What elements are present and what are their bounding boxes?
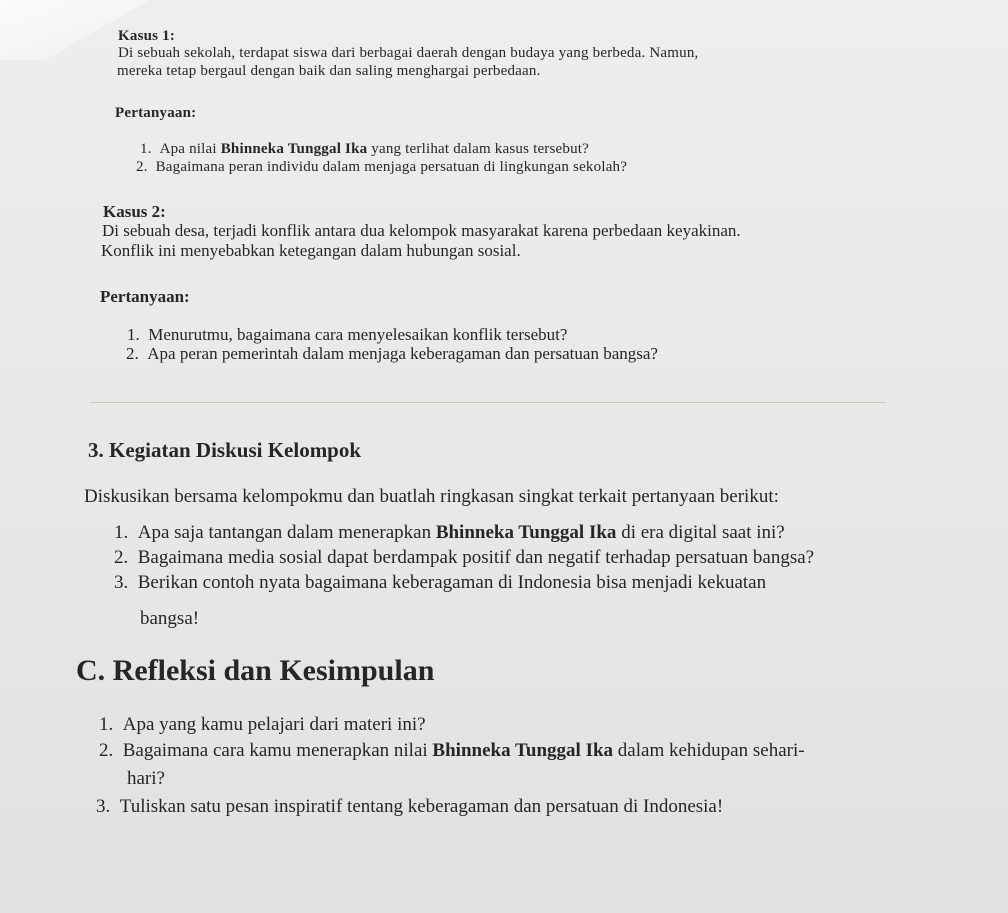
- kasus1-title: Kasus 1:: [118, 28, 176, 44]
- diskusi-question-3: [114, 572, 766, 594]
- question-number: 2.: [136, 159, 148, 175]
- question-text: Bagaimana peran individu dalam menjaga persatuan di lingkungan sekolah?: [155, 159, 628, 175]
- question-text: Bagaimana cara kamu menerapkan nilai: [122, 740, 433, 761]
- diskusi-intro: Diskusikan bersama kelompokmu dan buatlah ringkasan singkat terkait pertanyaan berikut:: [84, 486, 779, 507]
- question-number: 3.: [96, 796, 111, 817]
- question-number: 1.: [140, 141, 152, 157]
- refleksi-question-1: [99, 714, 426, 736]
- question-text: Berikan contoh nyata bagaimana keberagaman di Indonesia bisa menjadi kekuatan: [137, 572, 767, 593]
- kasus1-questions-label: Pertanyaan:: [115, 105, 197, 121]
- refleksi-heading: C. Refleksi dan Kesimpulan: [76, 654, 435, 687]
- question-text: Apa nilai: [159, 141, 221, 157]
- question-bold-term: Bhinneka Tunggal Ika: [432, 740, 614, 761]
- refleksi-question-2-line2: hari?: [127, 768, 165, 789]
- question-number: 2.: [126, 344, 139, 363]
- kasus2-title: Kasus 2:: [103, 202, 166, 221]
- question-number: 2.: [99, 740, 114, 761]
- question-number: 1.: [99, 714, 114, 735]
- refleksi-question-3: [96, 796, 723, 818]
- question-number: 1.: [114, 522, 129, 543]
- kasus1-text-line2: mereka tetap bergaul dengan baik dan saling menghargai perbedaan.: [117, 63, 541, 79]
- kasus1-text-line1: Di sebuah sekolah, terdapat siswa dari berbagai daerah dengan budaya yang berbeda. Namun,: [118, 45, 699, 61]
- kasus1-question-2: [136, 159, 627, 176]
- question-text: Menurutmu, bagaimana cara menyelesaikan konflik tersebut?: [148, 325, 568, 344]
- kasus2-question-1: [127, 325, 567, 345]
- diskusi-question-3-line2: bangsa!: [140, 608, 200, 629]
- question-text: Bagaimana media sosial dapat berdampak positif dan negatif terhadap persatuan bangsa?: [137, 547, 815, 568]
- section-divider: [90, 402, 886, 403]
- question-text-end: di era digital saat ini?: [616, 522, 785, 543]
- question-text: Tuliskan satu pesan inspiratif tentang keberagaman dan persatuan di Indonesia!: [119, 796, 724, 817]
- question-number: 2.: [114, 547, 129, 568]
- question-number: 3.: [114, 572, 129, 593]
- question-text-end: yang terlihat dalam kasus tersebut?: [367, 141, 590, 157]
- question-bold-term: Bhinneka Tunggal Ika: [435, 522, 617, 543]
- question-text: Apa saja tantangan dalam menerapkan: [137, 522, 436, 543]
- kasus2-question-2: [126, 344, 658, 364]
- question-number: 1.: [127, 325, 140, 344]
- kasus2-questions-label: Pertanyaan:: [100, 287, 190, 306]
- kasus2-text-line2: Konflik ini menyebabkan ketegangan dalam hubungan sosial.: [101, 241, 521, 260]
- question-text: Apa peran pemerintah dalam menjaga keberagaman dan persatuan bangsa?: [147, 344, 658, 363]
- kasus1-question-1: [140, 141, 589, 158]
- question-text-end: dalam kehidupan sehari-: [613, 740, 805, 761]
- kasus2-text-line1: Di sebuah desa, terjadi konflik antara dua kelompok masyarakat karena perbedaan keyakinan.: [102, 221, 741, 240]
- question-bold-term: Bhinneka Tunggal Ika: [220, 141, 368, 157]
- question-text: Apa yang kamu pelajari dari materi ini?: [122, 714, 426, 735]
- diskusi-question-1: [114, 522, 785, 544]
- diskusi-question-2: [114, 547, 814, 569]
- refleksi-question-2: [99, 740, 805, 762]
- diskusi-heading: 3. Kegiatan Diskusi Kelompok: [88, 438, 362, 462]
